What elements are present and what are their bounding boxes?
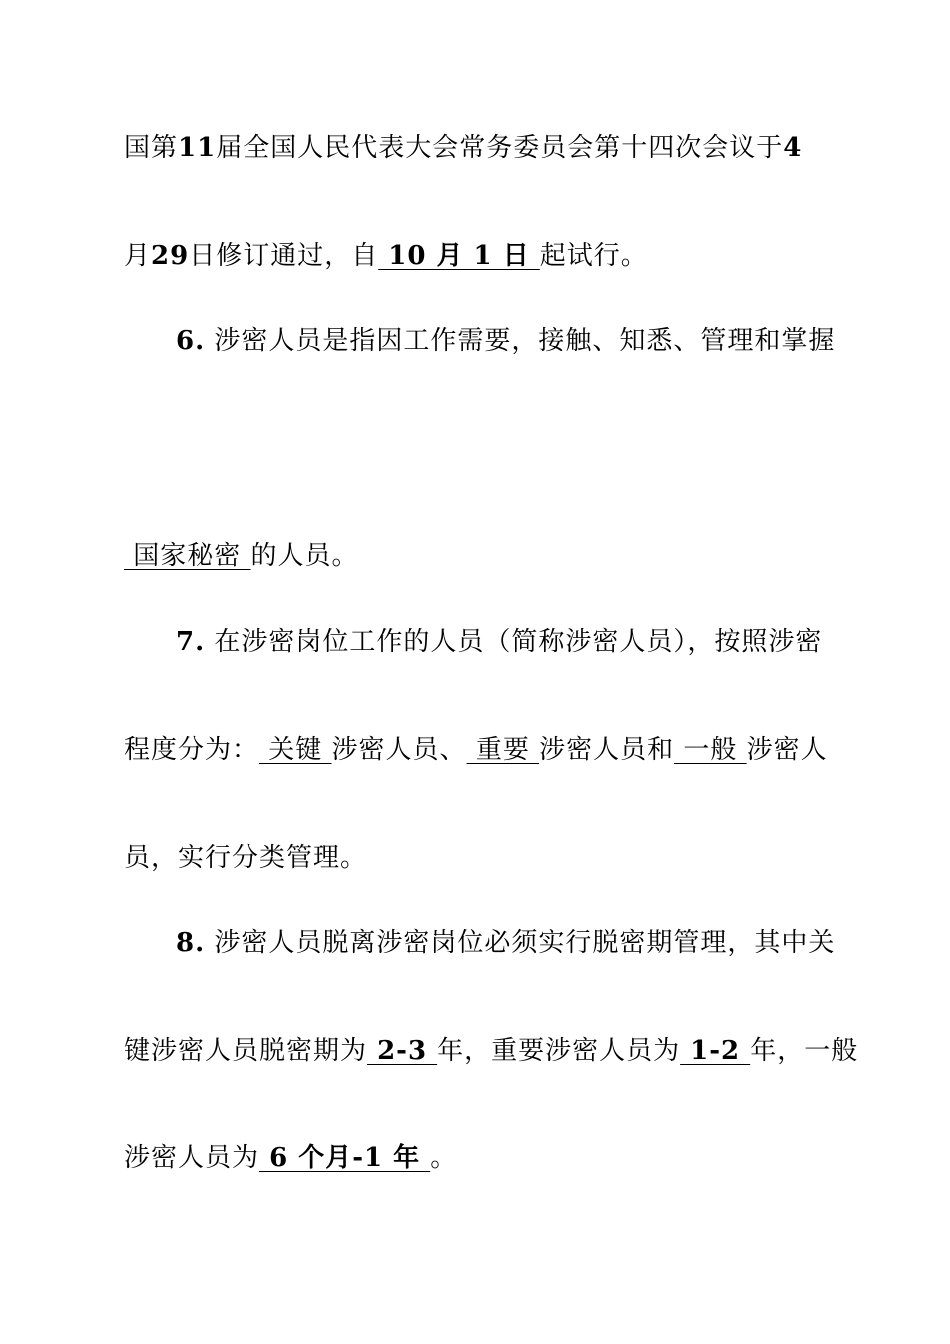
text: 国第 bbox=[124, 133, 179, 163]
paragraph-7-line-1 bbox=[176, 627, 822, 657]
fill-blank-general-period: 6 个月-1 年 bbox=[259, 1143, 431, 1173]
item-number: 8. bbox=[176, 928, 206, 958]
paragraph-7-line-3 bbox=[124, 843, 367, 873]
paragraph-8-line-2 bbox=[124, 1036, 858, 1066]
paragraph-5-line-2 bbox=[124, 241, 648, 271]
text: 员，实行分类管理。 bbox=[124, 843, 368, 873]
number-4: 4 bbox=[783, 133, 803, 163]
text: 月 bbox=[124, 241, 152, 271]
text: 涉密人员、 bbox=[331, 735, 467, 765]
text: 程度分为： bbox=[124, 735, 260, 765]
number-11: 11 bbox=[178, 133, 217, 163]
text: 涉密人员和 bbox=[539, 735, 675, 765]
text: 在涉密岗位工作的人员（简称涉密人员），按照涉密 bbox=[205, 627, 823, 657]
text: 涉密人 bbox=[746, 735, 828, 765]
fill-blank-general: 一般 bbox=[674, 735, 747, 765]
number-29: 29 bbox=[151, 241, 190, 271]
fill-blank-key-period: 2-3 bbox=[367, 1036, 438, 1066]
text: 涉密人员是指因工作需要，接触、知悉、管理和掌握 bbox=[205, 326, 836, 356]
text: 年，一般 bbox=[750, 1036, 859, 1066]
item-number: 6. bbox=[176, 326, 206, 356]
fill-blank-key: 关键 bbox=[259, 735, 332, 765]
fill-blank-effective-date: 10 月 1 日 bbox=[378, 241, 540, 271]
text: 日修订通过，自 bbox=[189, 241, 379, 271]
text: 涉密人员脱离涉密岗位必须实行脱密期管理，其中关 bbox=[205, 928, 836, 958]
fill-blank-important-period: 1-2 bbox=[680, 1036, 751, 1066]
paragraph-6-line-2 bbox=[124, 541, 359, 571]
text: 起试行。 bbox=[539, 241, 648, 271]
paragraph-8-line-3 bbox=[124, 1143, 457, 1173]
fill-blank-important: 重要 bbox=[466, 735, 540, 765]
text: 。 bbox=[430, 1143, 458, 1173]
item-number: 7. bbox=[176, 627, 206, 657]
text: 年，重要涉密人员为 bbox=[437, 1036, 681, 1066]
paragraph-7-line-2 bbox=[124, 735, 828, 765]
paragraph-5-line-1 bbox=[124, 133, 802, 163]
text: 键涉密人员脱密期为 bbox=[124, 1036, 368, 1066]
fill-blank-state-secret: 国家秘密 bbox=[124, 541, 251, 571]
paragraph-8-line-1 bbox=[176, 928, 835, 958]
text: 的人员。 bbox=[250, 541, 359, 571]
paragraph-6-line-1 bbox=[176, 326, 835, 356]
text: 届全国人民代表大会常务委员会第十四次会议于 bbox=[216, 133, 784, 163]
text: 涉密人员为 bbox=[124, 1143, 260, 1173]
